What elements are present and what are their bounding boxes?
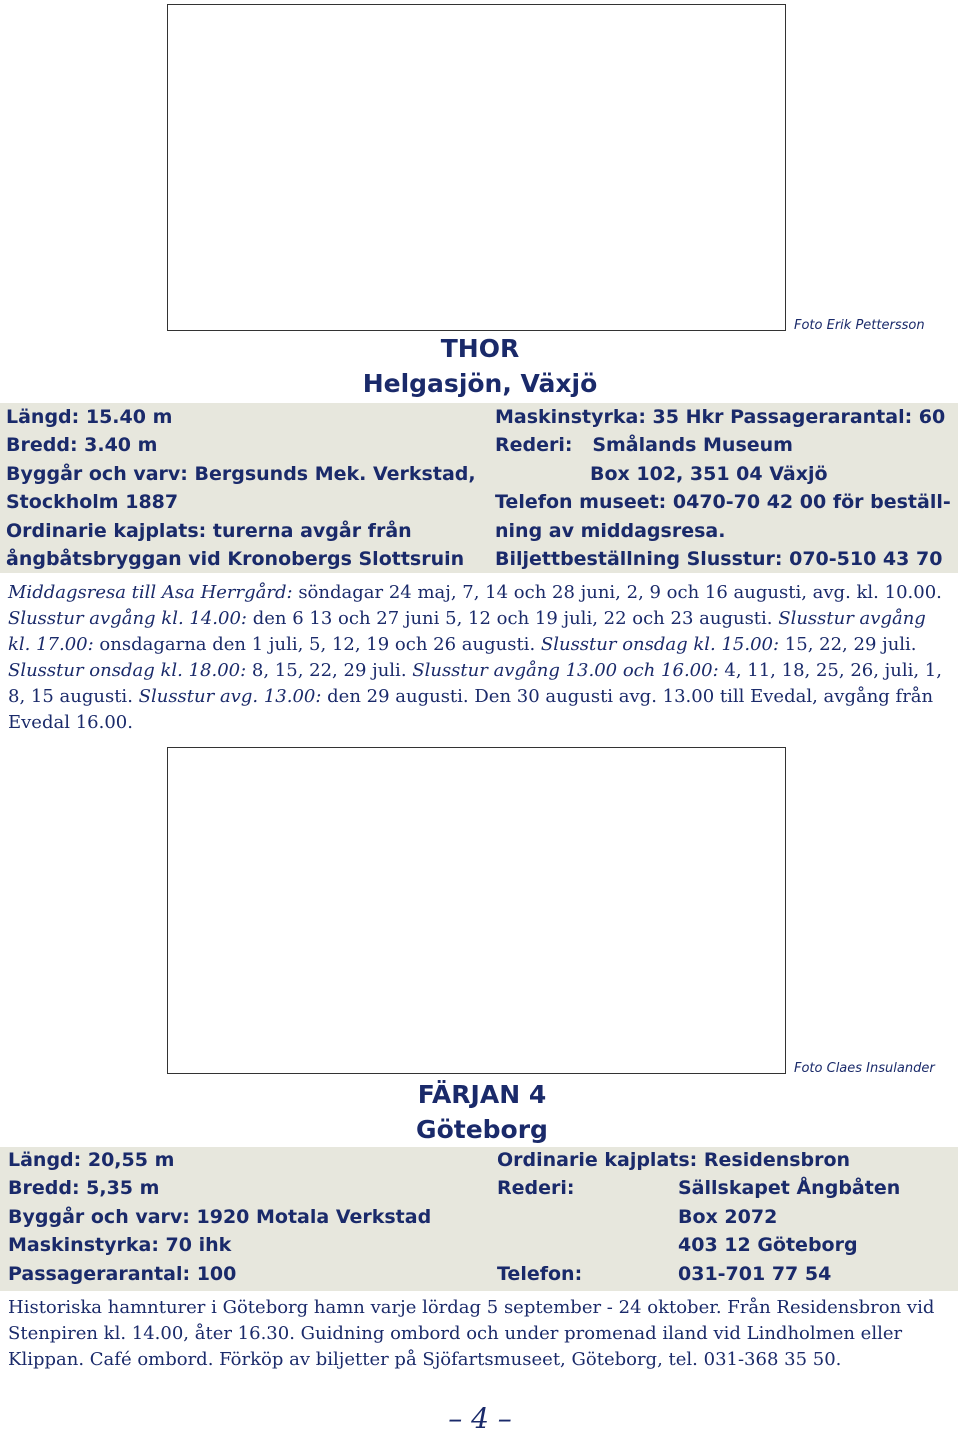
- farjan-photo-credit: Foto Claes Insulander: [794, 1061, 935, 1076]
- schedule-dates: 8, 15, 22, 29 juli.: [246, 660, 413, 681]
- thor-spec-length: Längd: 15.40 m: [6, 406, 173, 428]
- farjan-spec-dock: Ordinarie kajplats: Residensbron: [497, 1149, 851, 1171]
- thor-specs: [0, 403, 958, 573]
- farjan-photo: [167, 747, 786, 1074]
- farjan-spec-width: Bredd: 5,35 m: [8, 1177, 160, 1199]
- thor-spec-dock: Ordinarie kajplats: turerna avgår från: [6, 520, 412, 542]
- farjan-spec-phone-label: Telefon:: [497, 1263, 583, 1285]
- thor-spec-dock-place: ångbåtsbryggan vid Kronobergs Slottsruin: [6, 548, 465, 570]
- thor-schedule-text: [8, 580, 948, 736]
- thor-spec-built-place: Stockholm 1887: [6, 491, 179, 513]
- thor-spec-booking: Biljettbeställning Slusstur: 070-510 43 70: [495, 548, 943, 570]
- thor-spec-built: Byggår och varv: Bergsunds Mek. Verkstad,: [6, 463, 476, 485]
- thor-title: THOR: [440, 334, 520, 363]
- farjan-subtitle: Göteborg: [416, 1115, 548, 1144]
- thor-spec-width: Bredd: 3.40 m: [6, 434, 158, 456]
- schedule-dates: onsdagarna den 1 juli, 5, 12, 19 och 26 augusti.: [93, 634, 541, 655]
- schedule-dates: den 29 augusti. Den 30 augusti avg. 13.00 till Evedal, avgång från Evedal 16.00.: [8, 686, 934, 733]
- farjan-spec-built: Byggår och varv: 1920 Motala Verkstad: [8, 1206, 432, 1228]
- thor-photo-credit: Foto Erik Pettersson: [794, 318, 925, 333]
- farjan-spec-address1: Box 2072: [678, 1206, 778, 1228]
- thor-spec-address: Box 102, 351 04 Växjö: [590, 463, 828, 485]
- farjan-spec-address2: 403 12 Göteborg: [678, 1234, 858, 1256]
- farjan-info-text: Historiska hamnturer i Göteborg hamn varje lördag 5 september - 24 oktober. Från Residensbron vid Stenpiren kl. 14.00, åter 16.30. Guidning ombord och under promenad iland vid Lindholmen eller Klippan. Café ombord. Förköp av biljetter på Sjöfartsmuseet, Göteborg, tel. 031-368 35 50.: [8, 1297, 935, 1370]
- thor-spec-owner: Rederi: Smålands Museum: [495, 434, 793, 456]
- farjan-spec-engine: Maskinstyrka: 70 ihk: [8, 1234, 232, 1256]
- page-number: – 4 –: [448, 1402, 512, 1435]
- thor-subtitle: Helgasjön, Växjö: [362, 369, 598, 398]
- schedule-dates: söndagar 24 maj, 7, 14 och 28 juni, 2, 9 och 16 augusti, avg. kl. 10.00.: [292, 582, 942, 603]
- thor-spec-phone: Telefon museet: 0470-70 42 00 för beställ-: [495, 491, 951, 513]
- schedule-dates: 15, 22, 29 juli.: [779, 634, 917, 655]
- thor-photo: [167, 4, 786, 331]
- schedule-label: Slusstur avgång kl. 17.00:: [8, 608, 926, 655]
- schedule-dates: 4, 11, 18, 25, 26, juli, 1, 8, 15 augusti.: [8, 660, 942, 707]
- schedule-label: Middagsresa till Asa Herrgård:: [8, 582, 293, 603]
- farjan-spec-passengers: Passagerarantal: 100: [8, 1263, 237, 1285]
- schedule-label: Slusstur onsdag kl. 18.00:: [8, 660, 247, 681]
- farjan-spec-length: Längd: 20,55 m: [8, 1149, 175, 1171]
- farjan-spec-owner-label: Rederi:: [497, 1177, 575, 1199]
- schedule-label: Slusstur onsdag kl. 15.00:: [540, 634, 780, 655]
- farjan-spec-owner-value: Sällskapet Ångbåten: [678, 1177, 901, 1199]
- schedule-dates: den 6 13 och 27 juni 5, 12 och 19 juli, 22 och 23 augusti.: [247, 608, 779, 629]
- thor-spec-phone-cont: ning av middagsresa.: [495, 520, 726, 542]
- farjan-specs: [0, 1147, 958, 1291]
- farjan-title: FÄRJAN 4: [417, 1080, 547, 1109]
- schedule-label: Slusstur avgång 13.00 och 16.00:: [412, 660, 719, 681]
- schedule-label: Slusstur avgång kl. 14.00:: [8, 608, 248, 629]
- schedule-label: Slusstur avg. 13.00:: [138, 686, 322, 707]
- farjan-spec-phone-value: 031-701 77 54: [678, 1263, 832, 1285]
- thor-spec-engine: Maskinstyrka: 35 Hkr Passagerarantal: 60: [495, 406, 946, 428]
